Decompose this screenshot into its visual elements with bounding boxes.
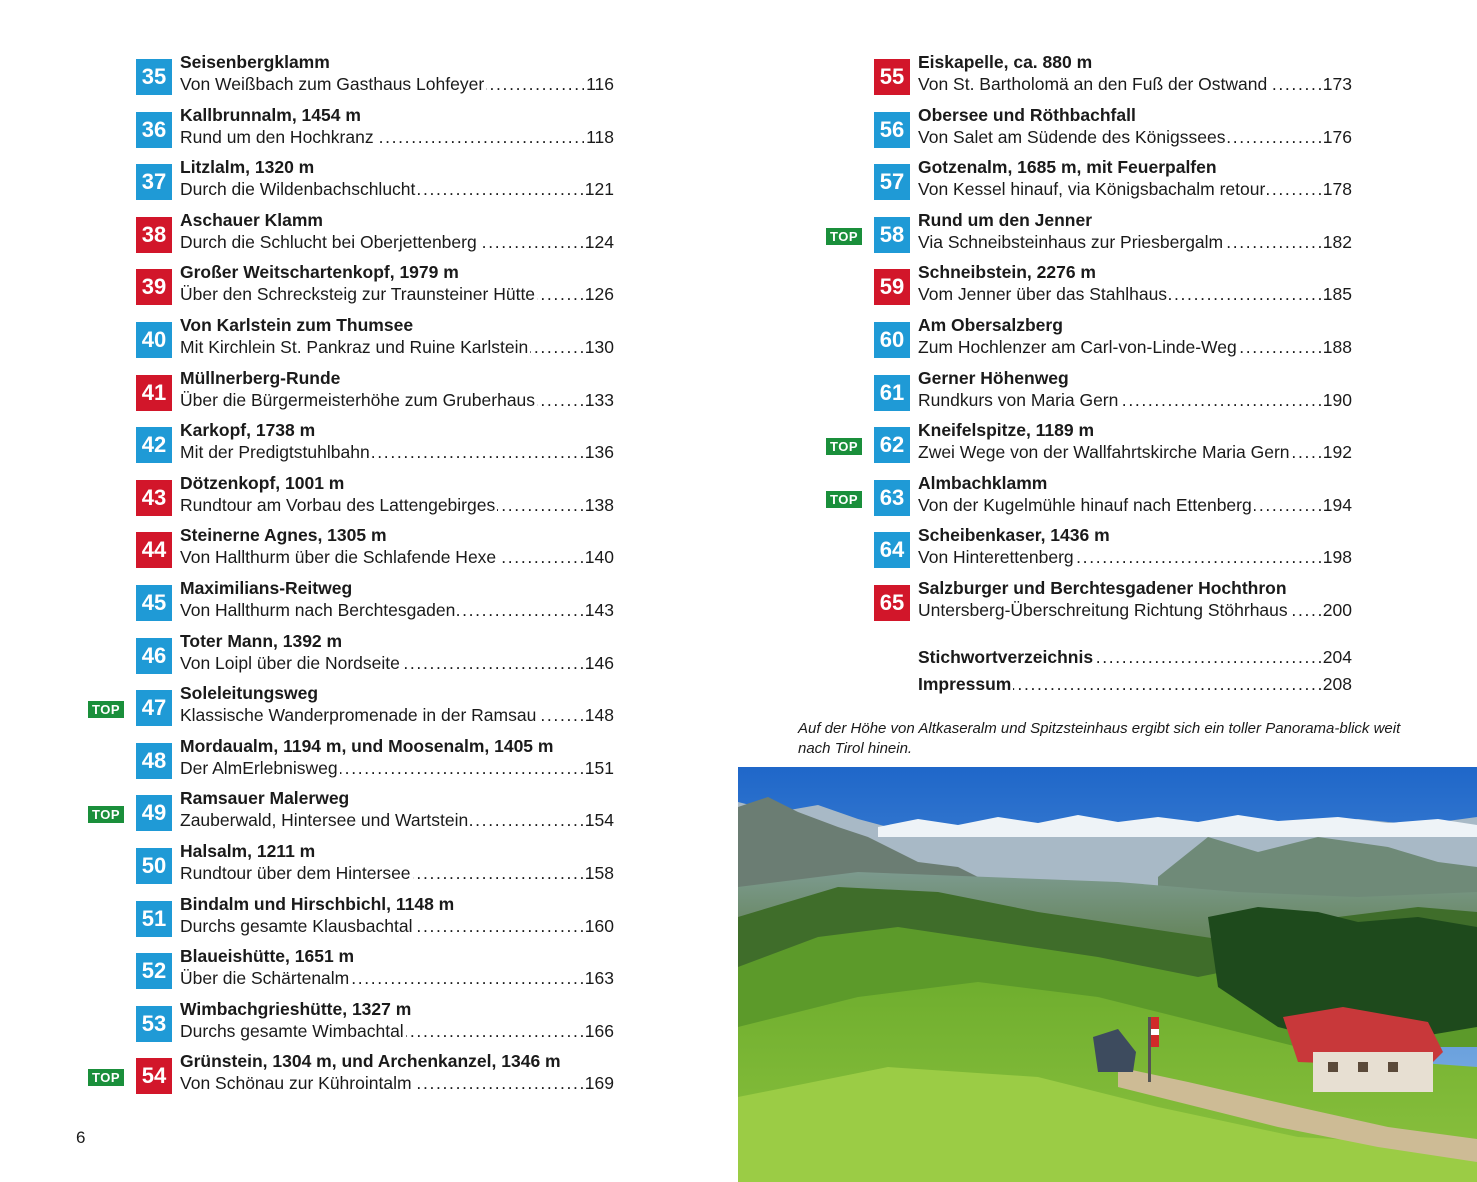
- leader-dots: [457, 599, 582, 621]
- tour-title: Soleleitungsweg: [180, 683, 319, 704]
- tour-subtitle: Untersberg-Überschreitung Richtung Stöhrhaus: [918, 600, 1288, 620]
- tour-number-badge: 45: [136, 585, 172, 621]
- top-badge: TOP: [826, 438, 862, 455]
- tour-page-number: 148: [584, 705, 614, 726]
- tour-title: Von Karlstein zum Thumsee: [180, 315, 414, 335]
- tour-title: Almbachklamm: [918, 472, 1048, 493]
- tour-subtitle: Rundtour am Vorbau des Lattengebirges: [180, 494, 496, 515]
- tour-page-number: 185: [1322, 284, 1352, 305]
- tour-page-number: 200: [1322, 600, 1352, 620]
- tour-subtitle: Von Salet am Südende des Königssees: [918, 126, 1226, 147]
- tour-subtitle-line: [918, 73, 1352, 95]
- tour-subtitle: Zwei Wege von der Wallfahrtskirche Maria Gern: [918, 442, 1290, 463]
- tour-title: Kneifelspitze, 1189 m: [918, 420, 1095, 441]
- tour-number-badge: 61: [874, 375, 910, 411]
- top-badge: TOP: [88, 806, 124, 823]
- tour-page-number: 118: [586, 126, 614, 147]
- tour-subtitle-line: [918, 389, 1352, 411]
- tour-title: Aschauer Klamm: [180, 209, 323, 230]
- tour-number-badge: 63: [874, 480, 910, 516]
- tour-subtitle-line: [180, 652, 614, 674]
- toc-extra-index[interactable]: [918, 646, 1352, 668]
- leader-dots: [417, 178, 582, 200]
- tour-title: Müllnerberg-Runde: [180, 367, 341, 388]
- tour-subtitle-line: [180, 1072, 614, 1094]
- tour-page-number: 126: [584, 284, 614, 305]
- tour-page-number: 190: [1322, 389, 1352, 410]
- tour-page-number: 198: [1322, 547, 1352, 568]
- leader-dots: [1267, 178, 1321, 200]
- tour-page-number: 182: [1322, 231, 1352, 252]
- tour-subtitle: Rundkurs von Maria Gern: [918, 389, 1119, 410]
- tour-title: Dötzenkopf, 1001 m: [180, 472, 345, 493]
- tour-subtitle: Über die Schärtenalm: [180, 968, 350, 989]
- tour-subtitle: Durch die Wildenbachschlucht: [180, 179, 416, 200]
- tour-page-number: 121: [584, 179, 614, 200]
- tour-number-badge: 41: [136, 375, 172, 411]
- tour-title: Karkopf, 1738 m: [180, 420, 316, 441]
- tour-subtitle: Zum Hochlenzer am Carl-von-Linde-Weg: [918, 337, 1237, 357]
- leader-dots: [470, 809, 583, 831]
- tour-page-number: 169: [584, 1073, 614, 1094]
- mountain-panorama-photo: [738, 767, 1477, 1182]
- leader-dots: [1169, 283, 1321, 305]
- top-badge: TOP: [826, 228, 862, 245]
- leader-dots: [1254, 494, 1321, 516]
- tour-subtitle: Mit Kirchlein St. Pankraz und Ruine Karlstein: [180, 337, 529, 357]
- tour-page-number: 133: [584, 389, 614, 410]
- leader-dots: [1095, 646, 1321, 668]
- tour-subtitle: Rundtour über dem Hintersee: [180, 863, 411, 883]
- tour-subtitle: Über den Schrecksteig zur Traunsteiner Hütte: [180, 284, 536, 305]
- tour-number-badge: 54: [136, 1058, 172, 1094]
- tour-title: Grünstein, 1304 m, und Archenkanzel, 1346 m: [180, 1051, 561, 1072]
- tour-subtitle-line: [180, 231, 614, 253]
- top-badge: TOP: [88, 701, 124, 718]
- leader-dots: [498, 546, 583, 568]
- tour-number-badge: 47: [136, 690, 172, 726]
- leader-dots: [1120, 389, 1320, 411]
- leader-dots: [340, 757, 583, 779]
- leader-dots: [402, 652, 583, 674]
- tour-subtitle: Von St. Bartholomä an den Fuß der Ostwand: [918, 74, 1268, 94]
- tour-page-number: 194: [1322, 494, 1352, 515]
- tour-page-number: 146: [584, 652, 614, 673]
- tour-subtitle-line: [918, 441, 1352, 463]
- leader-dots: [497, 494, 583, 516]
- tour-subtitle: Von Schönau zur Kührointalm: [180, 1073, 412, 1094]
- tour-title: Schneibstein, 2276 m: [918, 262, 1096, 283]
- tour-number-badge: 42: [136, 427, 172, 463]
- tour-subtitle-line: [180, 494, 614, 516]
- tour-subtitle: Durch die Schlucht bei Oberjettenberg: [180, 231, 477, 252]
- tour-title: Obersee und Röthbachfall: [918, 104, 1136, 125]
- leader-dots: [537, 389, 583, 411]
- tour-subtitle: Durchs gesamte Klausbachtal: [180, 915, 413, 936]
- tour-subtitle-line: [180, 178, 614, 200]
- tour-subtitle-line: [918, 126, 1352, 148]
- tour-page-number: 173: [1322, 74, 1352, 94]
- tour-subtitle-line: [180, 336, 614, 358]
- extra-page: 204: [1322, 647, 1352, 667]
- tour-subtitle-line: [180, 599, 614, 621]
- tour-subtitle: Von der Kugelmühle hinauf nach Ettenberg: [918, 494, 1252, 515]
- tour-page-number: 192: [1322, 442, 1352, 463]
- leader-dots: [1076, 546, 1321, 568]
- tour-number-badge: 49: [136, 795, 172, 831]
- tour-title: Kallbrunnalm, 1454 m: [180, 104, 361, 125]
- tour-subtitle: Mit der Predigtstuhlbahn: [180, 442, 370, 463]
- tour-subtitle-line: [180, 546, 614, 568]
- tour-number-badge: 57: [874, 164, 910, 200]
- tour-page-number: 124: [584, 231, 614, 252]
- tour-subtitle-line: [180, 809, 614, 831]
- leader-dots: [538, 704, 582, 726]
- tour-subtitle-line: [918, 546, 1352, 568]
- tour-title: Salzburger und Berchtesgadener Hochthron: [918, 578, 1287, 598]
- leader-dots: [479, 231, 583, 253]
- tour-subtitle-line: [180, 126, 614, 148]
- tour-subtitle: Der AlmErlebnisweg: [180, 757, 338, 778]
- top-badge: TOP: [88, 1069, 124, 1086]
- tour-subtitle-line: [180, 283, 614, 305]
- tour-subtitle-line: [180, 389, 614, 411]
- tour-title: Bindalm und Hirschbichl, 1148 m: [180, 893, 455, 914]
- tour-title: Eiskapelle, ca. 880 m: [918, 52, 1093, 72]
- leader-dots: [1227, 126, 1320, 148]
- tour-number-badge: 64: [874, 532, 910, 568]
- leader-dots: [406, 1020, 583, 1042]
- tour-subtitle-line: [918, 178, 1352, 200]
- leader-dots: [351, 967, 583, 989]
- tour-subtitle-line: [180, 704, 614, 726]
- tour-subtitle-line: [180, 73, 614, 95]
- tour-number-badge: 52: [136, 953, 172, 989]
- tour-subtitle: Rund um den Hochkranz: [180, 126, 374, 147]
- tour-subtitle-line: [180, 915, 614, 937]
- tour-page-number: 116: [586, 74, 614, 94]
- extra-label: Impressum: [918, 674, 1012, 694]
- tour-title: Scheibenkaser, 1436 m: [918, 525, 1110, 546]
- tour-page-number: 136: [584, 442, 614, 463]
- tour-subtitle: Von Hallthurm über die Schlafende Hexe: [180, 547, 497, 568]
- leader-dots: [1239, 336, 1321, 358]
- tour-title: Blaueishütte, 1651 m: [180, 946, 355, 967]
- tour-subtitle: Klassische Wanderpromenade in der Ramsau: [180, 705, 537, 726]
- tour-title: Toter Mann, 1392 m: [180, 630, 343, 651]
- tour-subtitle-line: [180, 441, 614, 463]
- tour-title: Seisenbergklamm: [180, 52, 330, 72]
- tour-title: Mordaualm, 1194 m, und Moosenalm, 1405 m: [180, 735, 554, 756]
- tour-number-badge: 44: [136, 532, 172, 568]
- tour-subtitle-line: [918, 231, 1352, 253]
- leader-dots: [530, 336, 583, 358]
- tour-number-badge: 58: [874, 217, 910, 253]
- tour-number-badge: 36: [136, 112, 172, 148]
- tour-title: Steinerne Agnes, 1305 m: [180, 525, 387, 546]
- tour-title: Am Obersalzberg: [918, 315, 1063, 335]
- tour-number-badge: 46: [136, 638, 172, 674]
- tour-number-badge: 43: [136, 480, 172, 516]
- tour-title: Wimbachgrieshütte, 1327 m: [180, 998, 412, 1019]
- tour-number-badge: 59: [874, 269, 910, 305]
- tour-subtitle-line: [918, 336, 1352, 358]
- leader-dots: [486, 73, 584, 95]
- tour-subtitle: Via Schneibsteinhaus zur Priesbergalm: [918, 231, 1224, 252]
- tour-number-badge: 40: [136, 322, 172, 358]
- tour-page-number: 138: [584, 494, 614, 515]
- tour-subtitle-line: [918, 494, 1352, 516]
- tour-title: Ramsauer Malerweg: [180, 788, 350, 809]
- tour-subtitle: Von Hallthurm nach Berchtesgaden: [180, 600, 456, 620]
- tour-subtitle: Zauberwald, Hintersee und Wartstein: [180, 810, 469, 831]
- tour-subtitle: Von Kessel hinauf, via Königsbachalm retour: [918, 179, 1266, 200]
- tour-number-badge: 37: [136, 164, 172, 200]
- tour-page-number: 163: [584, 968, 614, 989]
- tour-title: Halsalm, 1211 m: [180, 841, 316, 861]
- tour-number-badge: 60: [874, 322, 910, 358]
- leader-dots: [1292, 441, 1321, 463]
- tour-page-number: 143: [584, 600, 614, 620]
- tour-page-number: 154: [584, 810, 614, 831]
- tour-title: Großer Weitschartenkopf, 1979 m: [180, 262, 459, 283]
- tour-title: Litzlalm, 1320 m: [180, 157, 315, 178]
- tour-number-badge: 50: [136, 848, 172, 884]
- tour-page-number: 176: [1322, 126, 1352, 147]
- leader-dots: [1290, 599, 1321, 621]
- tour-subtitle: Über die Bürgermeisterhöhe zum Gruberhaus: [180, 389, 536, 410]
- tour-page-number: 178: [1322, 179, 1352, 200]
- tour-subtitle: Von Hinterettenberg: [918, 547, 1074, 568]
- tour-number-badge: 55: [874, 59, 910, 95]
- tour-subtitle-line: [180, 862, 614, 884]
- page-number: 6: [76, 1128, 86, 1147]
- leader-dots: [537, 283, 583, 305]
- leader-dots: [1225, 231, 1321, 253]
- photo-caption: Auf der Höhe von Altkaseralm und Spitzsteinhaus ergibt sich ein toller Panorama-blick weit nach Tirol hinein.: [798, 720, 1401, 757]
- tour-number-badge: 39: [136, 269, 172, 305]
- tour-subtitle: Von Loipl über die Nordseite: [180, 652, 400, 673]
- top-badge: TOP: [826, 491, 862, 508]
- tour-subtitle-line: [180, 757, 614, 779]
- tour-number-badge: 35: [136, 59, 172, 95]
- tour-page-number: 166: [584, 1020, 614, 1041]
- tour-page-number: 140: [584, 547, 614, 568]
- tour-subtitle-line: [180, 967, 614, 989]
- toc-extra-impressum[interactable]: [918, 673, 1352, 695]
- tour-number-badge: 48: [136, 743, 172, 779]
- tour-number-badge: 65: [874, 585, 910, 621]
- tour-page-number: 160: [584, 915, 614, 936]
- leader-dots: [414, 915, 582, 937]
- tour-title: Gerner Höhenweg: [918, 367, 1069, 388]
- leader-dots: [1269, 73, 1321, 95]
- tour-page-number: 158: [584, 863, 614, 883]
- tour-number-badge: 53: [136, 1006, 172, 1042]
- leader-dots: [376, 126, 585, 148]
- extra-label: Stichwortverzeichnis: [918, 647, 1094, 667]
- tour-number-badge: 56: [874, 112, 910, 148]
- tour-page-number: 130: [584, 337, 614, 357]
- tour-number-badge: 62: [874, 427, 910, 463]
- tour-title: Rund um den Jenner: [918, 209, 1093, 230]
- tour-page-number: 188: [1322, 337, 1352, 357]
- leader-dots: [413, 862, 583, 884]
- tour-title: Maximilians-Reitweg: [180, 578, 353, 598]
- leader-dots: [1013, 673, 1320, 695]
- tour-title: Gotzenalm, 1685 m, mit Feuerpalfen: [918, 157, 1217, 178]
- extra-page: 208: [1322, 674, 1352, 694]
- tour-page-number: 151: [584, 757, 614, 778]
- tour-subtitle: Vom Jenner über das Stahlhaus: [918, 284, 1168, 305]
- tour-subtitle-line: [918, 599, 1352, 621]
- tour-subtitle-line: [918, 283, 1352, 305]
- tour-subtitle: Durchs gesamte Wimbachtal: [180, 1020, 404, 1041]
- tour-subtitle-line: [180, 1020, 614, 1042]
- leader-dots: [372, 441, 583, 463]
- tour-number-badge: 38: [136, 217, 172, 253]
- leader-dots: [414, 1072, 583, 1094]
- tour-number-badge: 51: [136, 901, 172, 937]
- tour-subtitle: Von Weißbach zum Gasthaus Lohfeyer: [180, 74, 485, 94]
